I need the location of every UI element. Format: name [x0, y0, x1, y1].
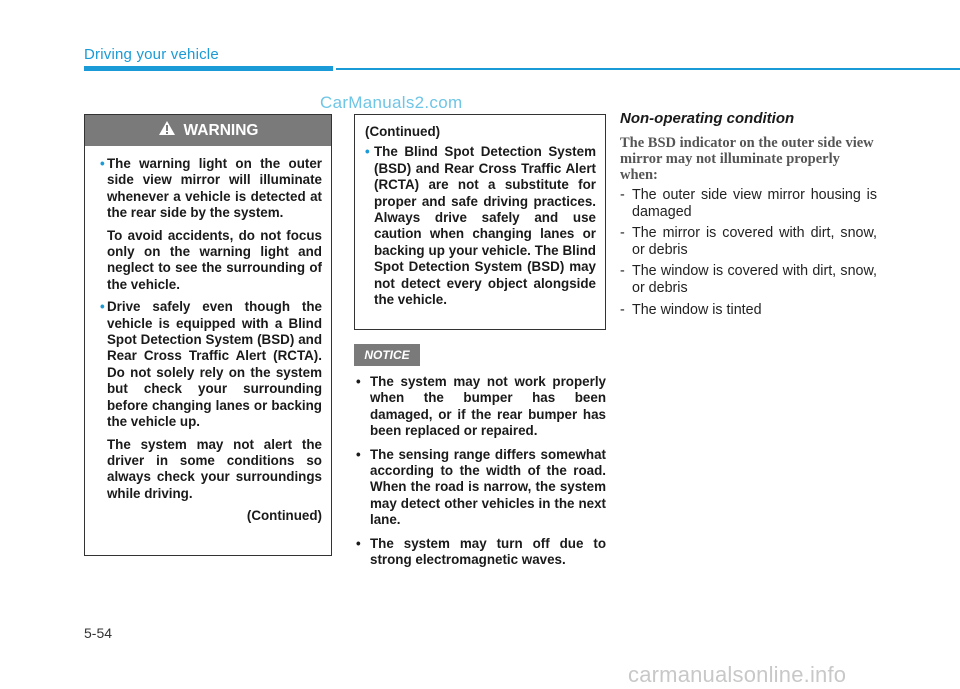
warning-bullet: • The warning light on the outer side view mirror will illuminate whenever a vehicle is detected at the rear side by the system. — [100, 156, 322, 221]
non-operating-heading: Non-operating condition — [620, 110, 795, 127]
bullet-dot-icon: • — [100, 156, 105, 171]
condition-item: - The window is covered with dirt, snow, or debris — [620, 263, 877, 296]
continued-header: (Continued) — [365, 124, 441, 139]
notice-item: • The system may turn off due to strong electromagnetic waves. — [356, 535, 606, 568]
warning-followup: To avoid accidents, do not focus only on the warning light and neglect to see the surrounding of the vehicle. — [107, 227, 322, 292]
condition-item: - The window is tinted — [620, 301, 762, 318]
continued-bullet: • The Blind Spot Detection System (BSD) and Rear Cross Traffic Alert (RCTA) are not a substitute for proper and safe driving practices. Always drive safely and use caution when changing lanes or backing up your vehicle. The Blind Spot Detection System (BSD) may not detect every object alongside the vehicle. — [365, 144, 596, 308]
section-title: Driving your vehicle — [84, 46, 219, 63]
bullet-dot-icon: • — [365, 144, 370, 160]
header-accent-bar — [84, 66, 333, 71]
continued-warning-box — [354, 114, 606, 330]
warning-box — [84, 114, 332, 556]
bullet-dot-icon: • — [356, 446, 361, 462]
header-rule — [336, 68, 960, 70]
warning-title: WARNING — [183, 121, 259, 139]
notice-badge: NOTICE — [354, 344, 420, 366]
notice-item: • The system may not work properly when the bumper has been damaged, or if the rear bumper has been replaced or repaired. — [356, 374, 606, 439]
warning-followup: The system may not alert the driver in some conditions so always check your surroundings while driving. — [107, 436, 322, 501]
bullet-dot-icon: • — [356, 374, 361, 389]
condition-item: - The mirror is covered with dirt, snow, or debris — [620, 225, 877, 258]
page-number: 5-54 — [84, 625, 113, 641]
watermark-top: CarManuals2.com — [320, 93, 463, 112]
watermark-bottom: carmanualsonline.info — [628, 662, 847, 687]
warning-header — [85, 115, 331, 146]
continued-label: (Continued) — [246, 508, 322, 524]
bullet-dot-icon: • — [100, 299, 105, 315]
warning-triangle-icon — [158, 120, 176, 141]
notice-item: • The sensing range differs somewhat according to the width of the road. When the road is narrow, the system may detect other vehicles in the next lane. — [356, 446, 606, 528]
condition-item: - The outer side view mirror housing is damaged — [620, 187, 877, 220]
non-operating-intro: The BSD indicator on the outer side view mirror may not illuminate properly when: — [620, 135, 874, 183]
warning-bullet: • Drive safely even though the vehicle is equipped with a Blind Spot Detection System (BSD) and Rear Cross Traffic Alert (RCTA). Do not solely rely on the system but check your surrounding before changing lanes or backing the vehicle up. — [100, 299, 322, 430]
notice-list — [356, 374, 606, 575]
non-operating-section — [620, 110, 877, 323]
bullet-dot-icon: • — [356, 535, 361, 551]
